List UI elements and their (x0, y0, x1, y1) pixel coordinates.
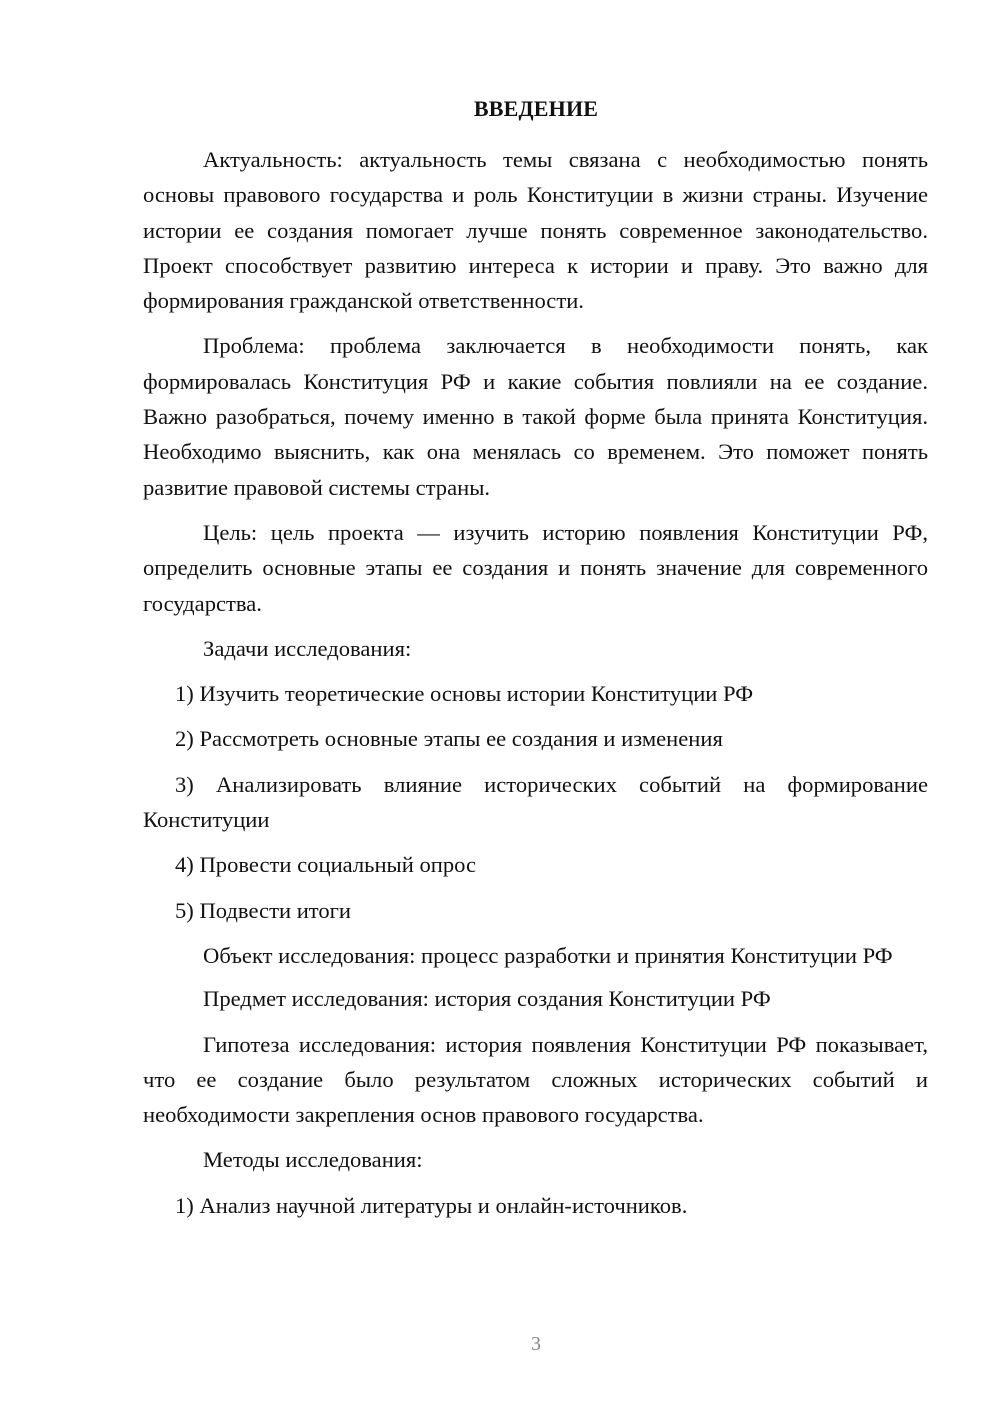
tasks-heading: Задачи исследования: (203, 635, 412, 661)
paragraph-relevance: Актуальность: актуальность темы связана с необходимостью понять основы правового государства и роль Конституции в жизни страны. Изучение истории ее создания помогает лучше понять современное законодательство. Проект способствует развитию интереса к истории и праву. Это важно для формирования гражданской ответственности. (143, 147, 928, 314)
task-item: 3) Анализировать влияние исторических событий на формирование Конституции (143, 771, 928, 833)
methods-heading: Методы исследования: (203, 1147, 423, 1173)
research-hypothesis: Гипотеза исследования: история появления Конституции РФ показывает, что ее создание было результатом сложных исторических событий и необходимости закрепления основ правового государства. (143, 1031, 928, 1128)
paragraph-problem: Проблема: проблема заключается в необходимости понять, как формировалась Конституция РФ и какие события повлияли на ее создание. Важно разобраться, почему именно в такой форме была принята Конституция. Необходимо выяснить, как она менялась со временем. Это поможет понять развитие правовой системы страны. (143, 333, 928, 500)
research-object: Объект исследования: процесс разработки и принятия Конституции РФ (203, 942, 893, 968)
task-item: 1) Изучить теоретические основы истории Конституции РФ (175, 681, 754, 707)
research-subject: Предмет исследования: история создания Конституции РФ (203, 986, 771, 1012)
page-number: 3 (531, 1333, 541, 1355)
document-body (143, 142, 928, 1233)
task-item: 5) Подвести итоги (175, 897, 352, 923)
paragraph-goal: Цель: цель проекта — изучить историю появления Конституции РФ, определить основные этапы ее создания и понять значение для современного государства. (143, 519, 928, 616)
task-item: 2) Рассмотреть основные этапы ее создания и изменения (175, 726, 723, 752)
task-item: 4) Провести социальный опрос (175, 852, 477, 878)
page-title: ВВЕДЕНИЕ (473, 96, 599, 121)
method-item: 1) Анализ научной литературы и онлайн-источников. (175, 1192, 688, 1218)
